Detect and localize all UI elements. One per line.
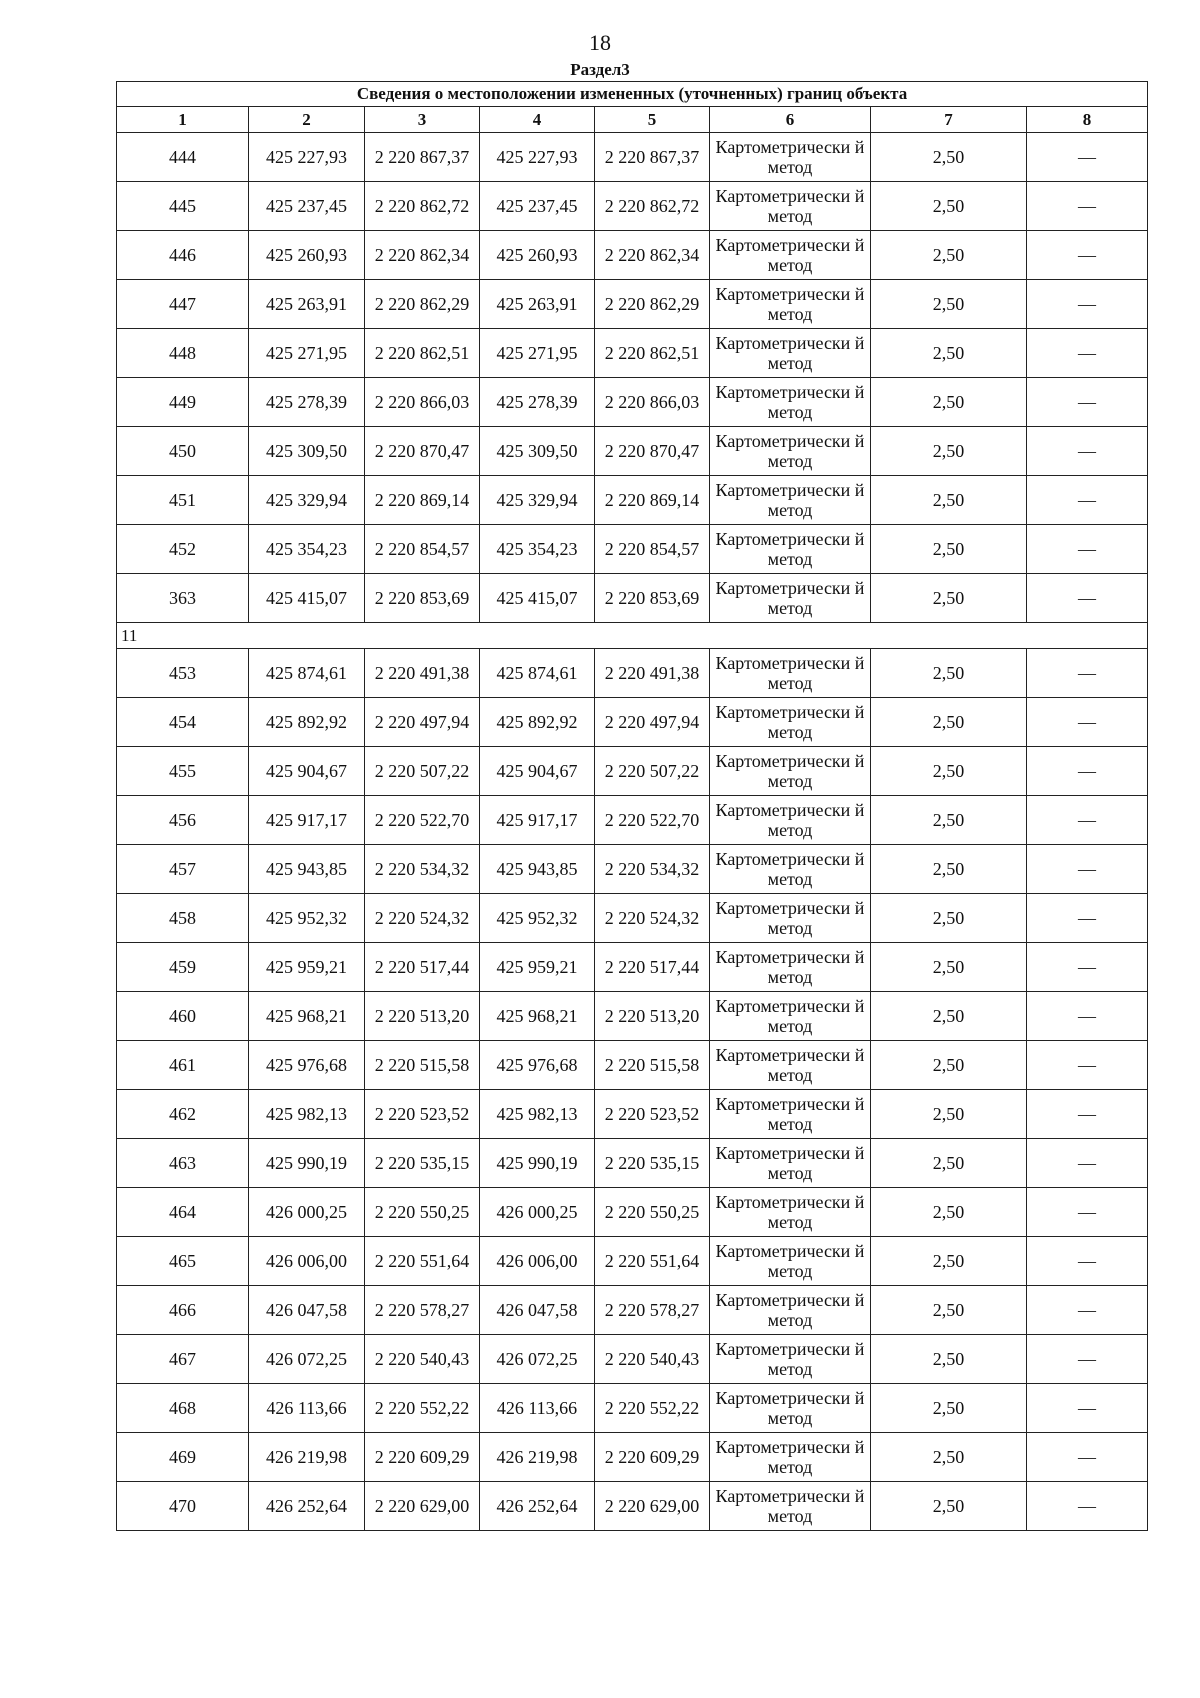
x-existing-cell: 426 219,98	[249, 1433, 365, 1482]
y-new-cell: 2 220 866,03	[595, 378, 710, 427]
table-row	[117, 1139, 1148, 1188]
y-existing-cell: 2 220 513,20	[365, 992, 480, 1041]
method-cell: Картометрически й метод	[710, 1090, 871, 1139]
x-existing-cell: 425 959,21	[249, 943, 365, 992]
y-existing-cell: 2 220 870,47	[365, 427, 480, 476]
description-cell: —	[1027, 182, 1148, 231]
point-number-cell: 463	[117, 1139, 249, 1188]
x-existing-cell: 426 252,64	[249, 1482, 365, 1531]
y-new-cell: 2 220 578,27	[595, 1286, 710, 1335]
table-row	[117, 1041, 1148, 1090]
point-number-cell: 459	[117, 943, 249, 992]
coordinates-table	[116, 81, 1148, 1531]
point-number-cell: 461	[117, 1041, 249, 1090]
method-cell: Картометрически й метод	[710, 1482, 871, 1531]
description-cell: —	[1027, 747, 1148, 796]
accuracy-cell: 2,50	[871, 1335, 1027, 1384]
y-existing-cell: 2 220 578,27	[365, 1286, 480, 1335]
x-existing-cell: 425 982,13	[249, 1090, 365, 1139]
point-number-cell: 466	[117, 1286, 249, 1335]
point-number-cell: 462	[117, 1090, 249, 1139]
y-new-cell: 2 220 862,34	[595, 231, 710, 280]
y-existing-cell: 2 220 866,03	[365, 378, 480, 427]
x-new-cell: 425 278,39	[480, 378, 595, 427]
description-cell: —	[1027, 329, 1148, 378]
y-existing-cell: 2 220 551,64	[365, 1237, 480, 1286]
x-existing-cell: 425 329,94	[249, 476, 365, 525]
x-new-cell: 425 263,91	[480, 280, 595, 329]
point-number-cell: 445	[117, 182, 249, 231]
y-new-cell: 2 220 522,70	[595, 796, 710, 845]
description-cell: —	[1027, 1384, 1148, 1433]
table-row	[117, 796, 1148, 845]
x-existing-cell: 425 237,45	[249, 182, 365, 231]
table-row	[117, 574, 1148, 623]
column-number: 2	[249, 107, 365, 133]
point-number-cell: 470	[117, 1482, 249, 1531]
table-row	[117, 133, 1148, 182]
accuracy-cell: 2,50	[871, 943, 1027, 992]
description-cell: —	[1027, 378, 1148, 427]
x-existing-cell: 425 271,95	[249, 329, 365, 378]
description-cell: —	[1027, 1237, 1148, 1286]
column-number: 1	[117, 107, 249, 133]
column-number: 4	[480, 107, 595, 133]
accuracy-cell: 2,50	[871, 378, 1027, 427]
x-existing-cell: 425 976,68	[249, 1041, 365, 1090]
method-cell: Картометрически й метод	[710, 1188, 871, 1237]
method-cell: Картометрически й метод	[710, 574, 871, 623]
y-existing-cell: 2 220 862,29	[365, 280, 480, 329]
description-cell: —	[1027, 992, 1148, 1041]
y-new-cell: 2 220 853,69	[595, 574, 710, 623]
y-new-cell: 2 220 534,32	[595, 845, 710, 894]
table-row	[117, 1335, 1148, 1384]
description-cell: —	[1027, 943, 1148, 992]
method-cell: Картометрически й метод	[710, 1286, 871, 1335]
table-row	[117, 1286, 1148, 1335]
table-row	[117, 1482, 1148, 1531]
x-existing-cell: 425 263,91	[249, 280, 365, 329]
y-existing-cell: 2 220 497,94	[365, 698, 480, 747]
accuracy-cell: 2,50	[871, 1433, 1027, 1482]
x-new-cell: 425 990,19	[480, 1139, 595, 1188]
point-number-cell: 363	[117, 574, 249, 623]
point-number-cell: 446	[117, 231, 249, 280]
column-number: 5	[595, 107, 710, 133]
y-new-cell: 2 220 491,38	[595, 649, 710, 698]
method-cell: Картометрически й метод	[710, 1237, 871, 1286]
accuracy-cell: 2,50	[871, 133, 1027, 182]
method-cell: Картометрически й метод	[710, 280, 871, 329]
contour-group-row	[117, 623, 1148, 649]
table-row	[117, 1433, 1148, 1482]
point-number-cell: 469	[117, 1433, 249, 1482]
table-row	[117, 845, 1148, 894]
accuracy-cell: 2,50	[871, 574, 1027, 623]
y-new-cell: 2 220 515,58	[595, 1041, 710, 1090]
method-cell: Картометрически й метод	[710, 476, 871, 525]
x-new-cell: 426 072,25	[480, 1335, 595, 1384]
x-existing-cell: 425 278,39	[249, 378, 365, 427]
y-existing-cell: 2 220 550,25	[365, 1188, 480, 1237]
y-existing-cell: 2 220 629,00	[365, 1482, 480, 1531]
table-row	[117, 1188, 1148, 1237]
table-row	[117, 992, 1148, 1041]
y-existing-cell: 2 220 523,52	[365, 1090, 480, 1139]
contour-number-cell: 11	[117, 623, 1148, 649]
y-existing-cell: 2 220 507,22	[365, 747, 480, 796]
accuracy-cell: 2,50	[871, 649, 1027, 698]
table-row	[117, 747, 1148, 796]
x-new-cell: 426 000,25	[480, 1188, 595, 1237]
description-cell: —	[1027, 1090, 1148, 1139]
accuracy-cell: 2,50	[871, 992, 1027, 1041]
y-new-cell: 2 220 535,15	[595, 1139, 710, 1188]
x-new-cell: 425 943,85	[480, 845, 595, 894]
x-existing-cell: 426 000,25	[249, 1188, 365, 1237]
method-cell: Картометрически й метод	[710, 1384, 871, 1433]
y-existing-cell: 2 220 540,43	[365, 1335, 480, 1384]
y-existing-cell: 2 220 862,72	[365, 182, 480, 231]
description-cell: —	[1027, 1139, 1148, 1188]
point-number-cell: 460	[117, 992, 249, 1041]
x-new-cell: 425 329,94	[480, 476, 595, 525]
accuracy-cell: 2,50	[871, 329, 1027, 378]
y-existing-cell: 2 220 854,57	[365, 525, 480, 574]
table-row	[117, 943, 1148, 992]
point-number-cell: 450	[117, 427, 249, 476]
table-row	[117, 1384, 1148, 1433]
method-cell: Картометрически й метод	[710, 747, 871, 796]
x-existing-cell: 425 952,32	[249, 894, 365, 943]
accuracy-cell: 2,50	[871, 1482, 1027, 1531]
y-new-cell: 2 220 507,22	[595, 747, 710, 796]
table-row	[117, 182, 1148, 231]
point-number-cell: 452	[117, 525, 249, 574]
table-row	[117, 329, 1148, 378]
x-existing-cell: 426 113,66	[249, 1384, 365, 1433]
section-title: Раздел3	[570, 60, 630, 79]
x-existing-cell: 425 904,67	[249, 747, 365, 796]
point-number-cell: 448	[117, 329, 249, 378]
table-caption: Сведения о местоположении измененных (уточненных) границ объекта	[117, 82, 1148, 107]
description-cell: —	[1027, 133, 1148, 182]
description-cell: —	[1027, 1041, 1148, 1090]
accuracy-cell: 2,50	[871, 280, 1027, 329]
method-cell: Картометрически й метод	[710, 1041, 871, 1090]
x-new-cell: 426 047,58	[480, 1286, 595, 1335]
x-existing-cell: 425 990,19	[249, 1139, 365, 1188]
method-cell: Картометрически й метод	[710, 1433, 871, 1482]
x-existing-cell: 425 415,07	[249, 574, 365, 623]
y-existing-cell: 2 220 862,34	[365, 231, 480, 280]
y-new-cell: 2 220 524,32	[595, 894, 710, 943]
method-cell: Картометрически й метод	[710, 894, 871, 943]
y-existing-cell: 2 220 853,69	[365, 574, 480, 623]
accuracy-cell: 2,50	[871, 796, 1027, 845]
y-new-cell: 2 220 862,72	[595, 182, 710, 231]
method-cell: Картометрически й метод	[710, 378, 871, 427]
column-number: 7	[871, 107, 1027, 133]
y-existing-cell: 2 220 515,58	[365, 1041, 480, 1090]
point-number-cell: 464	[117, 1188, 249, 1237]
point-number-cell: 455	[117, 747, 249, 796]
y-existing-cell: 2 220 862,51	[365, 329, 480, 378]
point-number-cell: 451	[117, 476, 249, 525]
accuracy-cell: 2,50	[871, 476, 1027, 525]
y-existing-cell: 2 220 867,37	[365, 133, 480, 182]
x-existing-cell: 426 006,00	[249, 1237, 365, 1286]
method-cell: Картометрически й метод	[710, 796, 871, 845]
description-cell: —	[1027, 231, 1148, 280]
x-existing-cell: 425 892,92	[249, 698, 365, 747]
accuracy-cell: 2,50	[871, 1090, 1027, 1139]
accuracy-cell: 2,50	[871, 231, 1027, 280]
method-cell: Картометрически й метод	[710, 1335, 871, 1384]
x-new-cell: 426 252,64	[480, 1482, 595, 1531]
y-existing-cell: 2 220 552,22	[365, 1384, 480, 1433]
description-cell: —	[1027, 525, 1148, 574]
y-existing-cell: 2 220 869,14	[365, 476, 480, 525]
y-new-cell: 2 220 609,29	[595, 1433, 710, 1482]
accuracy-cell: 2,50	[871, 1139, 1027, 1188]
x-new-cell: 425 271,95	[480, 329, 595, 378]
x-new-cell: 425 982,13	[480, 1090, 595, 1139]
x-new-cell: 426 219,98	[480, 1433, 595, 1482]
x-new-cell: 425 309,50	[480, 427, 595, 476]
method-cell: Картометрически й метод	[710, 992, 871, 1041]
description-cell: —	[1027, 1482, 1148, 1531]
y-new-cell: 2 220 517,44	[595, 943, 710, 992]
method-cell: Картометрически й метод	[710, 649, 871, 698]
accuracy-cell: 2,50	[871, 427, 1027, 476]
x-new-cell: 425 976,68	[480, 1041, 595, 1090]
y-existing-cell: 2 220 524,32	[365, 894, 480, 943]
x-new-cell: 425 968,21	[480, 992, 595, 1041]
column-number: 8	[1027, 107, 1148, 133]
method-cell: Картометрически й метод	[710, 329, 871, 378]
y-existing-cell: 2 220 535,15	[365, 1139, 480, 1188]
table-row	[117, 698, 1148, 747]
description-cell: —	[1027, 649, 1148, 698]
description-cell: —	[1027, 1433, 1148, 1482]
table-body	[117, 82, 1148, 1531]
x-new-cell: 425 354,23	[480, 525, 595, 574]
point-number-cell: 454	[117, 698, 249, 747]
accuracy-cell: 2,50	[871, 894, 1027, 943]
point-number-cell: 453	[117, 649, 249, 698]
description-cell: —	[1027, 1188, 1148, 1237]
table-row	[117, 231, 1148, 280]
description-cell: —	[1027, 845, 1148, 894]
x-new-cell: 426 113,66	[480, 1384, 595, 1433]
y-new-cell: 2 220 551,64	[595, 1237, 710, 1286]
x-new-cell: 425 952,32	[480, 894, 595, 943]
column-number-row	[117, 107, 1148, 133]
description-cell: —	[1027, 796, 1148, 845]
x-existing-cell: 425 917,17	[249, 796, 365, 845]
x-existing-cell: 425 874,61	[249, 649, 365, 698]
point-number-cell: 447	[117, 280, 249, 329]
description-cell: —	[1027, 427, 1148, 476]
accuracy-cell: 2,50	[871, 182, 1027, 231]
page-number: 18	[589, 30, 611, 55]
y-new-cell: 2 220 550,25	[595, 1188, 710, 1237]
description-cell: —	[1027, 574, 1148, 623]
method-cell: Картометрически й метод	[710, 525, 871, 574]
accuracy-cell: 2,50	[871, 1041, 1027, 1090]
method-cell: Картометрически й метод	[710, 1139, 871, 1188]
point-number-cell: 444	[117, 133, 249, 182]
table-row	[117, 525, 1148, 574]
method-cell: Картометрически й метод	[710, 845, 871, 894]
point-number-cell: 458	[117, 894, 249, 943]
x-existing-cell: 426 047,58	[249, 1286, 365, 1335]
column-number: 3	[365, 107, 480, 133]
x-existing-cell: 425 354,23	[249, 525, 365, 574]
x-new-cell: 425 904,67	[480, 747, 595, 796]
accuracy-cell: 2,50	[871, 747, 1027, 796]
point-number-cell: 468	[117, 1384, 249, 1433]
table-row	[117, 427, 1148, 476]
method-cell: Картометрически й метод	[710, 231, 871, 280]
description-cell: —	[1027, 698, 1148, 747]
x-existing-cell: 425 309,50	[249, 427, 365, 476]
x-new-cell: 425 415,07	[480, 574, 595, 623]
accuracy-cell: 2,50	[871, 525, 1027, 574]
y-existing-cell: 2 220 491,38	[365, 649, 480, 698]
accuracy-cell: 2,50	[871, 1286, 1027, 1335]
method-cell: Картометрически й метод	[710, 182, 871, 231]
y-new-cell: 2 220 867,37	[595, 133, 710, 182]
x-new-cell: 425 237,45	[480, 182, 595, 231]
table-row	[117, 1090, 1148, 1139]
x-new-cell: 425 874,61	[480, 649, 595, 698]
x-existing-cell: 426 072,25	[249, 1335, 365, 1384]
y-existing-cell: 2 220 522,70	[365, 796, 480, 845]
y-new-cell: 2 220 862,29	[595, 280, 710, 329]
y-existing-cell: 2 220 517,44	[365, 943, 480, 992]
y-new-cell: 2 220 870,47	[595, 427, 710, 476]
y-existing-cell: 2 220 534,32	[365, 845, 480, 894]
y-new-cell: 2 220 869,14	[595, 476, 710, 525]
accuracy-cell: 2,50	[871, 845, 1027, 894]
method-cell: Картометрически й метод	[710, 133, 871, 182]
y-new-cell: 2 220 629,00	[595, 1482, 710, 1531]
point-number-cell: 465	[117, 1237, 249, 1286]
method-cell: Картометрически й метод	[710, 698, 871, 747]
x-new-cell: 426 006,00	[480, 1237, 595, 1286]
x-new-cell: 425 227,93	[480, 133, 595, 182]
table-row	[117, 649, 1148, 698]
description-cell: —	[1027, 280, 1148, 329]
method-cell: Картометрически й метод	[710, 943, 871, 992]
y-new-cell: 2 220 862,51	[595, 329, 710, 378]
y-new-cell: 2 220 513,20	[595, 992, 710, 1041]
table-row	[117, 378, 1148, 427]
accuracy-cell: 2,50	[871, 1237, 1027, 1286]
y-new-cell: 2 220 540,43	[595, 1335, 710, 1384]
x-new-cell: 425 959,21	[480, 943, 595, 992]
point-number-cell: 449	[117, 378, 249, 427]
description-cell: —	[1027, 1286, 1148, 1335]
x-existing-cell: 425 260,93	[249, 231, 365, 280]
x-existing-cell: 425 227,93	[249, 133, 365, 182]
y-new-cell: 2 220 523,52	[595, 1090, 710, 1139]
x-new-cell: 425 260,93	[480, 231, 595, 280]
y-existing-cell: 2 220 609,29	[365, 1433, 480, 1482]
accuracy-cell: 2,50	[871, 1188, 1027, 1237]
y-new-cell: 2 220 552,22	[595, 1384, 710, 1433]
point-number-cell: 457	[117, 845, 249, 894]
x-new-cell: 425 892,92	[480, 698, 595, 747]
accuracy-cell: 2,50	[871, 698, 1027, 747]
accuracy-cell: 2,50	[871, 1384, 1027, 1433]
table-row	[117, 476, 1148, 525]
description-cell: —	[1027, 1335, 1148, 1384]
method-cell: Картометрически й метод	[710, 427, 871, 476]
y-new-cell: 2 220 854,57	[595, 525, 710, 574]
x-existing-cell: 425 968,21	[249, 992, 365, 1041]
column-number: 6	[710, 107, 871, 133]
description-cell: —	[1027, 476, 1148, 525]
x-existing-cell: 425 943,85	[249, 845, 365, 894]
table-caption-row	[117, 82, 1148, 107]
point-number-cell: 456	[117, 796, 249, 845]
description-cell: —	[1027, 894, 1148, 943]
table-row	[117, 894, 1148, 943]
table-row	[117, 280, 1148, 329]
point-number-cell: 467	[117, 1335, 249, 1384]
y-new-cell: 2 220 497,94	[595, 698, 710, 747]
x-new-cell: 425 917,17	[480, 796, 595, 845]
table-row	[117, 1237, 1148, 1286]
